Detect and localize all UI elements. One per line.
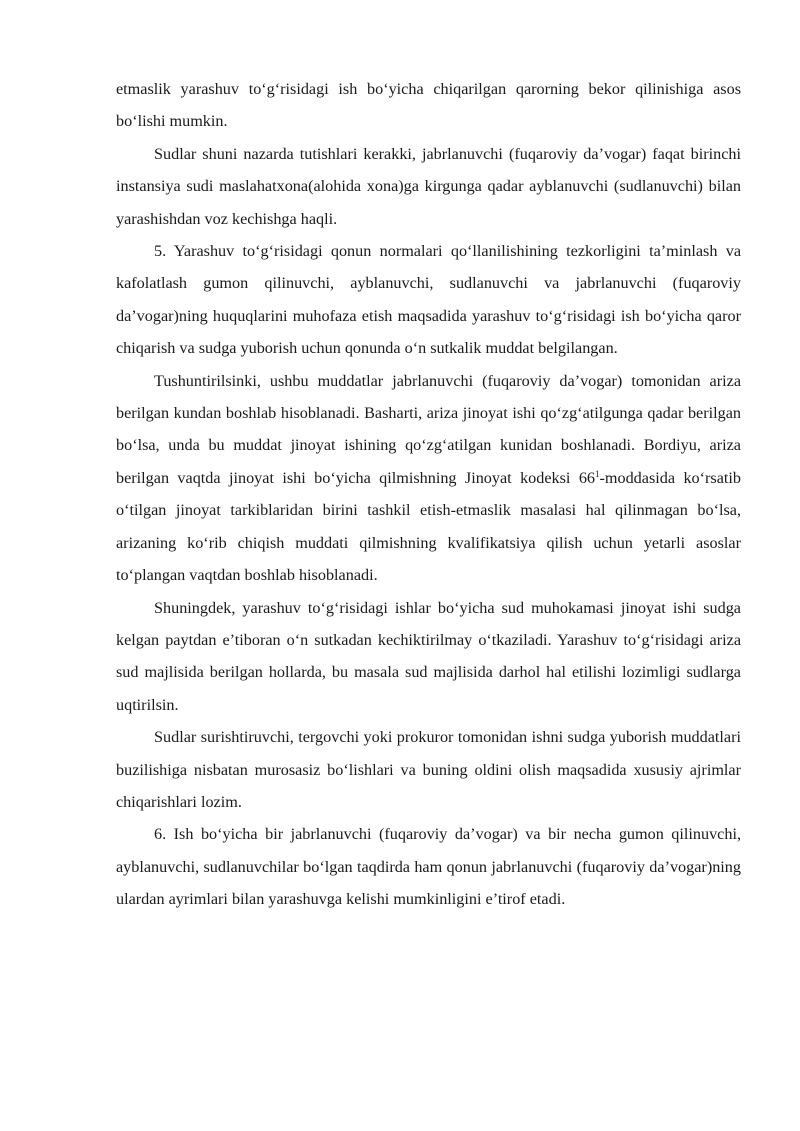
paragraph-item-6: 6. Ish bo‘yicha bir jabrlanuvchi (fuqaroviy da’vogar) va bir necha gumon qilinuvchi, ayblanuvchi, sudlanuvchilar bo‘lgan taqdirda ham qonun jabrlanuvchi (fuqaroviy da’vogar)ning ulardan ayrimlari bilan yarashuvga kelishi mumkinligini e’tirof etadi. bbox=[116, 825, 741, 909]
document-page bbox=[116, 73, 741, 916]
paragraph-private-rulings: Sudlar surishtiruvchi, tergovchi yoki prokuror tomonidan ishni sudga yuborish muddatlari buzilishiga nisbatan murosasiz bo‘lishlari va buning oldini olish maqsadida xususiy ajrimlar chiqarishlari lozim. bbox=[116, 728, 741, 811]
paragraph-deadline-calculation bbox=[116, 365, 741, 592]
deadline-text-part-2: -moddasida ko‘rsatib o‘tilgan jinoyat tarkiblaridan birini tashkil etish-etmaslik masalasi hal qilinmagan bo‘lsa, arizaning ko‘rib chiqish muddati qilmishning kvalifikatsiya qilish uchun yetarli asoslar to‘plangan vaqtdan boshlab hisoblanadi. bbox=[116, 468, 741, 585]
article-superscript: 1 bbox=[595, 468, 600, 479]
paragraph-withdrawal-right: Sudlar shuni nazarda tutishlari kerakki, jabrlanuvchi (fuqaroviy da’vogar) faqat birinchi instansiya sudi maslahatxona(alohida xona)ga kirgunga qadar ayblanuvchi (sudlanuvchi) bilan yarashishdan voz kechishga haqli. bbox=[116, 144, 741, 228]
deadline-text-part-1: Tushuntirilsinki, ushbu muddatlar jabrlanuvchi (fuqaroviy da’vogar) tomonidan ariza berilgan kundan boshlab hisoblanadi. Basharti, ariza jinoyat ishi qo‘zg‘atilgunga qadar berilgan bo‘lsa, unda bu muddat jinoyat ishining qo‘zg‘atilgan kunidan boshlanadi. Bordiyu, ariza berilgan vaqtda jinoyat ishi bo‘yicha qilmishning Jinoyat kodeksi 66 bbox=[116, 371, 741, 487]
paragraph-item-5: 5. Yarashuv to‘g‘risidagi qonun normalari qo‘llanilishining tezkorligini ta’minlash va kafolatlash gumon qilinuvchi, ayblanuvchi, sudlanuvchi va jabrlanuvchi (fuqaroviy da’vogar)ning huquqlarini muhofaza etish maqsadida yarashuv to‘g‘risidagi ish bo‘yicha qaror chiqarish va sudga yuborish uchun qonunda o‘n sutkalik muddat belgilangan. bbox=[116, 242, 741, 358]
paragraph-continuation: etmaslik yarashuv to‘g‘risidagi ish bo‘yicha chiqarilgan qarorning bekor qilinishiga asos bo‘lishi mumkin. bbox=[116, 80, 741, 131]
paragraph-trial-deadline: Shuningdek, yarashuv to‘g‘risidagi ishlar bo‘yicha sud muhokamasi jinoyat ishi sudga kelgan paytdan e’tiboran o‘n sutkadan kechiktirilmay o‘tkaziladi. Yarashuv to‘g‘risidagi ariza sud majlisida berilgan hollarda, bu masala sud majlisida darhol hal etilishi lozimligi sudlarga uqtirilsin. bbox=[116, 598, 741, 714]
